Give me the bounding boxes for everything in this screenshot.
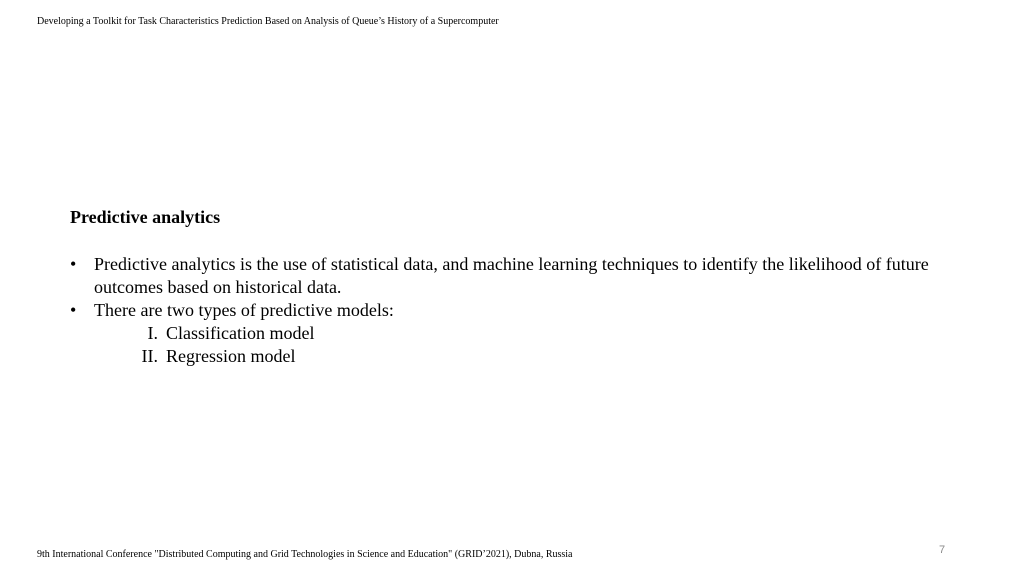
model-type-number: II.: [141, 346, 158, 366]
bullet-text: Predictive analytics is the use of statistical data, and machine learning techniques to identify the likelihood of future outcomes based on historical data.: [94, 254, 929, 297]
slide-header: Developing a Toolkit for Task Characteristics Prediction Based on Analysis of Queue’s History of a Supercomputer: [37, 16, 499, 27]
page-number: 7: [939, 544, 946, 556]
slide-footer: 9th International Conference "Distributed Computing and Grid Technologies in Science and Education" (GRID’2021), Dubna, Russia: [37, 549, 573, 560]
bullet-marker: •: [70, 300, 77, 320]
bullet-text: There are two types of predictive models:: [94, 300, 394, 320]
model-type-label: Regression model: [166, 346, 296, 366]
slide-heading: Predictive analytics: [70, 207, 221, 227]
bullet-item: [70, 253, 970, 299]
model-type-number: I.: [147, 323, 158, 343]
bullet-list: [70, 253, 970, 368]
model-type-item: [94, 345, 970, 368]
bullet-item: [70, 299, 970, 368]
bullet-marker: •: [70, 254, 77, 274]
slide-content: [70, 205, 970, 368]
model-type-item: [94, 322, 970, 345]
model-types-list: [94, 322, 970, 368]
model-type-label: Classification model: [166, 323, 315, 343]
